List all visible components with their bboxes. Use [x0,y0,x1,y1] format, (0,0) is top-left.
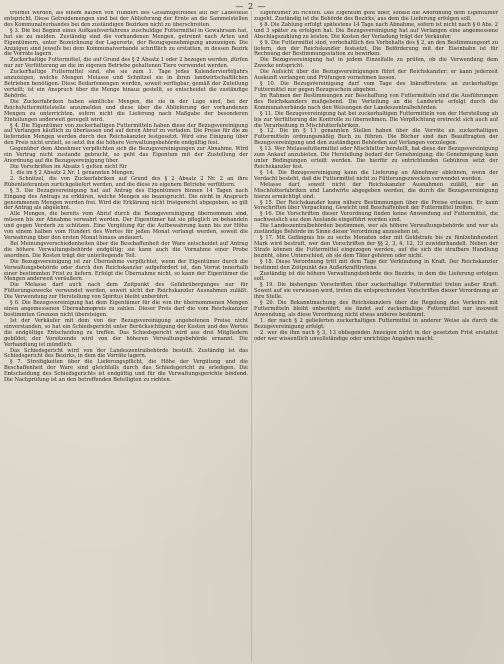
paragraph: Die Vorschriften im Absatz 1 gelten nicht für [10,163,127,170]
paragraph: Gegenüber dem Abnehmer verpflichten sich die Bezugsvereinigungen zur Abnahme. Wird ein Vertrag nicht zustande gebracht, so geht das Eigentum mit der Zustellung der Anordnung auf die Bezugsvereinigung über. [4,146,248,165]
paragraph: § 17. Mit Gefängnis bis zu sechs Monaten oder mit Geldstrafe bis zu fünfzehnhundert Mark wird bestraft, wer den Vorschriften der §§ 2, 3, 4, 12, 13 zuwiderhandelt. Neben der Strafe können die Futtermittel eingezogen werden, auf die sich die strafbare Handlung bezieht, ohne Unterschied, ob sie dem Täter gehören oder nicht. [254,235,498,259]
paragraph: § 5. Die Bezugsvereinigung hat auf Antrag des Eigentümers binnen 14 Tagen nach Eingang des Antrags zu erklären, welche Mengen sie beansprucht. Die nicht in Anspruch genommenen Mengen werden frei. Wird die Erklärung nicht fristgerecht abgegeben, so gilt der Antrag als abgelehnt. [4,187,248,212]
paragraph: Melasse darf, soweit nicht der Reichskanzler Ausnahmen zuläßt, nur an Mischfutterfabriken und Landwirte abgegeben werden, die durch die Bezugsvereinigung hierzu ermächtigt sind. [254,181,498,200]
paragraph: Ist der Verkäufer mit dem von der Bezugsvereinigung angebotenen Preise nicht einverstanden, so hat ein Schiedsgericht unter Berücksichtigung der Kosten und des Wertes die endgültige Entscheidung zu treffen. Das Schiedsgericht wird aus drei Mitgliedern gebildet; der Vorsitzende wird von der höheren Verwaltungsbehörde ernannt. Die Verhandlung ist mündlich. [4,317,248,348]
paragraph: troffnet werden, als einem halben von Hundert des Gesamtgetreides auf der Ladestelle entspricht. Diese Getreidemengen sind bei der Ablieferung der Ernte an die Sammelstellen des Kommunalverbandes bei den zuständigen Bezirken nicht zu überschreiten. [4,11,248,28]
paragraph: Die Bezugsvereinigung hat in jedem Einzelfalle zu prüfen, ob die Verwendung dem Zwecke entspricht. [254,57,498,70]
paragraph: Eigentümer zu richten. Das Eigentum geht über, sobald die Anordnung dem Eigentümer zugeht. Zuständig ist die Behörde des Bezirks, aus dem die Lieferung erfolgen soll. [254,11,498,22]
page-number: — 2 — [235,2,267,11]
paragraph: 1. der nach § 2 gelieferten zuckerhaltigen Futtermittel in anderer Weise als durch die Bezugsvereinigung erfolgt; [254,317,498,330]
paragraph: § 20. Die Bekanntmachung des Reichskanzlers über die Regelung des Verkehrs mit Futtermitteln bleibt unberührt; sie findet auf zuckerhaltige Futtermittel nur insoweit Anwendung, als diese Verordnung nicht etwas anderes bestimmt. [254,300,498,319]
paragraph: § 16. Die Vorschriften dieser Verordnung finden keine Anwendung auf Futtermittel, die nachweislich aus dem Auslande eingeführt worden sind. [254,211,498,224]
paragraph: § 10. Die Bezugsvereinigung darf vom Tage des Inkrafttretens an zuckerhaltige Futtermittel nur gegen Bezugsschein abgeben. [254,81,498,93]
paragraph: Alle Mengen, die bereits vom Abruf durch die Bezugsvereinigung übernommen sind, müssen bis zur Abnahme verwahrt werden. Der Eigentümer hat sie pfleglich zu behandeln und gegen Verderb zu schützen. Eine Vergütung für die Aufbewahrung kann bis zur Höhe von einem halben vom Hundert des Wertes für jeden Monat verlangt werden, soweit die Verwahrung über den ersten Monat hinaus andauert. [4,211,248,242]
paragraph: 2. wer die ihm nach § 3, 13 obliegenden Anzeigen nicht in der gesetzten Frist erstattet oder wer wissentlich unvollständige oder unrichtige Angaben macht. [254,329,498,342]
paragraph: § 8. Die Zahlung erfolgt spätestens 14 Tage nach Abnahme, sofern ist nicht nach § 6 Abs. 2 und 3 später zu erfolgen hat. Die Bezugsvereinigung hat auf Verlangen eine angemessene Abschlagszahlung zu leisten. Die Kosten der Verladung trägt der Verkäufer. [254,21,498,40]
paragraph: Zuckerhaltige Futtermittel sind, ehe sie zum 1. Tage jedes Kalendervierteljahrs anzuzeigen, welche Mengen Melasse und Schnitzel sie in ihren landwirtschaftlichen Betrieben benötigen. Diese Bedarfsmengen werden, soweit verfügbar, gemäß der Zuteilung verteilt; ist ein Anspruch über die Menge hinaus gestellt, so entscheidet die zuständige Behörde. [4,69,248,99]
paragraph: § 6. Die Bezugsvereinigung hat dem Eigentümer für die von ihr übernommenen Mengen einen angemessenen Übernahmepreis zu zahlen. Dieser Preis darf die vom Reichskanzler bestimmten Grenzen nicht übersteigen. [4,300,248,319]
paragraph: Die Melasse darf auch nach dem Zeitpunkt des Gefahrüberganges nur für Fütterungszwecke verwendet werden, soweit nicht der Reichskanzler Ausnahmen zuläßt. Die Verwendung zur Herstellung von Spiritus bleibt unberührt. [4,282,248,301]
paragraph: Die Zuckerfabriken haben sämtliche Mengen, die sie in der Lage sind, bei der Reichsfuttermittelstelle anzumelden und diese über die Ablieferung der vorhandenen Mengen zu unterrichten, sofern nicht die Lieferung nach Maßgabe der besonderen Einteilungen anderweit geregelt wird. [4,98,248,123]
paragraph: Die Aufsicht über die Bezugsvereinigungen führt der Reichskanzler; er kann jederzeit Auskunft verlangen und Prüfungen vornehmen lassen. [254,69,498,82]
paragraph: Zuckerhaltige Futtermittel, die auf Grund des § 2 Absatz 1 oder 2 bezogen werden, dürfen nur zur Verfütterung an die im eigenen Betriebe gehaltenen Tiere verwendet werden. [4,57,248,70]
paragraph: § 15. Der Reichskanzler kann nähere Bestimmungen über die Preise erlassen. Er kann Vorschriften über Verpackung, Gewicht und Beschaffenheit der Futtermittel treffen. [254,199,498,212]
paragraph: Die Bezugsvereinigung ist zur Übernahme verpflichtet, wenn der Eigentümer durch die Verwaltungsbehörde oder durch den Reichskanzler aufgefordert ist, den Vorrat innerhalb einer bestimmten Frist zu liefern. Erfolgt die Übernahme nicht, so kann der Eigentümer die Mengen anderweit veräußern. [4,258,248,283]
two-column-body [4,11,498,662]
left-column [4,11,248,662]
paragraph: 2. Schnitzel, die von Zuckerfabriken auf Grund des § 2 Absatz 2 Nr. 2 an ihre Rübenlieferanten zurückgeliefert werden, und die diese zu eigenem Betriebe verfüttern. [4,175,248,188]
paragraph: Zuständig ist die höhere Verwaltungsbehörde des Bezirks, in dem die Lieferung erfolgen soll. [254,270,498,283]
paragraph: 1. die im § 2 Absatz 2 Nr. 1 genannten Mengen; [10,169,135,176]
paragraph: Das Schiedsgericht wird von der Landeszentralbehörde bestellt. Zuständig ist das Schiedsgericht des Bezirks, in dem die Vorräte lagern. [4,347,248,360]
paragraph: § 9. Die Futtermittel sind, vorbehaltlich des Vorbehalts des § 2, an den Bestimmungsort zu liefern, den der Reichskanzler festsetzt. Die Beförderung mit der Eisenbahn ist für Rechnung der Bestimmungsstation zu bewirken. [254,39,498,58]
right-column [254,11,498,662]
paragraph: Bei Meinungsverschiedenheiten über die Beschaffenheit der Ware entscheidet auf Antrag die höhere Verwaltungsbehörde endgültig; sie kann auch die Vornahme einer Probe anordnen. Die Kosten trägt der unterliegende Teil. [4,240,248,259]
paragraph: § 19. Die bisherigen Vorschriften über zuckerhaltige Futtermittel treten außer Kraft. Soweit auf sie verwiesen wird, treten die entsprechenden Vorschriften dieser Verordnung an ihre Stelle. [254,282,498,301]
paragraph: Die Landeszentralbehörden bestimmen, wer als höhere Verwaltungsbehörde und wer als zuständige Behörde im Sinne dieser Verordnung anzusehen ist. [254,223,498,236]
paragraph: § 7. Streitigkeiten über die Lieferungspflicht, die Höhe der Vergütung und die Beschaffenheit der Ware sind gleichfalls durch das Schiedsgericht zu erledigen. Die Entscheidung des Schiedsgerichts ist endgültig und für die Verwaltungsgerichte bindend. Die Nachprüfung ist an den betreffenden Beteiligten zu richten. [4,359,248,384]
paragraph: § 12. Die im § 11 genannten Stellen haben über die Vorräte an zuckerhaltigen Futtermitteln ordnungsmäßig Buch zu führen. Die Bücher sind den Beauftragten der Bezugsvereinigung und den zuständigen Behörden auf Verlangen vorzulegen. [254,128,498,147]
paragraph: § 3. Die bei Beginn eines Aufkaufsverfahrens zuschuldige Futtermittel in Gewahrsam hat, hat sie zu melden. Zuständig sind die vorhandenen Mengen, getrennt nach Arten und Eigentümern, unter Bezeichnung der Lagerorte, der Bezugsgenehmigung anzuzeigen. Die Anzeigen sind jeweils bei dem Kommunalverbande schriftlich zu erstatten, in dessen Bezirk die Vorräte lagern. [4,27,248,58]
paragraph: § 18. Diese Verordnung tritt mit dem Tage der Verkündung in Kraft. Der Reichskanzler bestimmt den Zeitpunkt des Außerkrafttretens. [254,258,498,271]
paragraph: § 13. Wer Melassefuttermittel oder Mischfutter herstellt, hat diese der Bezugsvereinigung zum Ankauf anzubieten. Die Herstellung bedarf der Genehmigung; die Genehmigung kann unter Bedingungen erteilt werden. Die hierfür zu entrichtenden Gebühren setzt der Reichskanzler fest. [254,146,498,170]
paragraph: § 14. Die Bezugsvereinigung kann die Lieferung an Abnehmer ablehnen, wenn der Verdacht besteht, daß die Futtermittel nicht zu Fütterungszwecken verwendet werden. [254,169,498,182]
paragraph: § 4. Die Eigentümer von zuckerhaltigen Futtermitteln haben diese der Bezugsvereinigung auf Verlangen käuflich zu überlassen und auf deren Abruf zu verladen. Die Preise für die zu liefernden Mengen werden durch den Reichskanzler festgesetzt. Wird eine Einigung über den Preis nicht erzielt, so setzt ihn die höhere Verwaltungsbehörde endgültig fest. [4,122,248,147]
paragraph: § 11. Die Bezugsvereinigung hat bei zuckerhaltigen Futtermitteln von der Herstellung ab bis zur Verfütterung die Kontrolle zu übernehmen. Die Verpflichtung erstreckt sich auch auf die Verarbeitung in Mischfutterfabriken. [254,110,498,129]
paragraph: Im Rahmen der Bestimmungen zur Beschaffung von Futtermitteln sind die Ausführungen des Reichskanzlers maßgebend. Die Verteilung an die Landwirte erfolgt durch die Kommunalverbände nach den Weisungen der Landeszentralbehörden. [254,92,498,111]
column-divider [251,11,252,662]
